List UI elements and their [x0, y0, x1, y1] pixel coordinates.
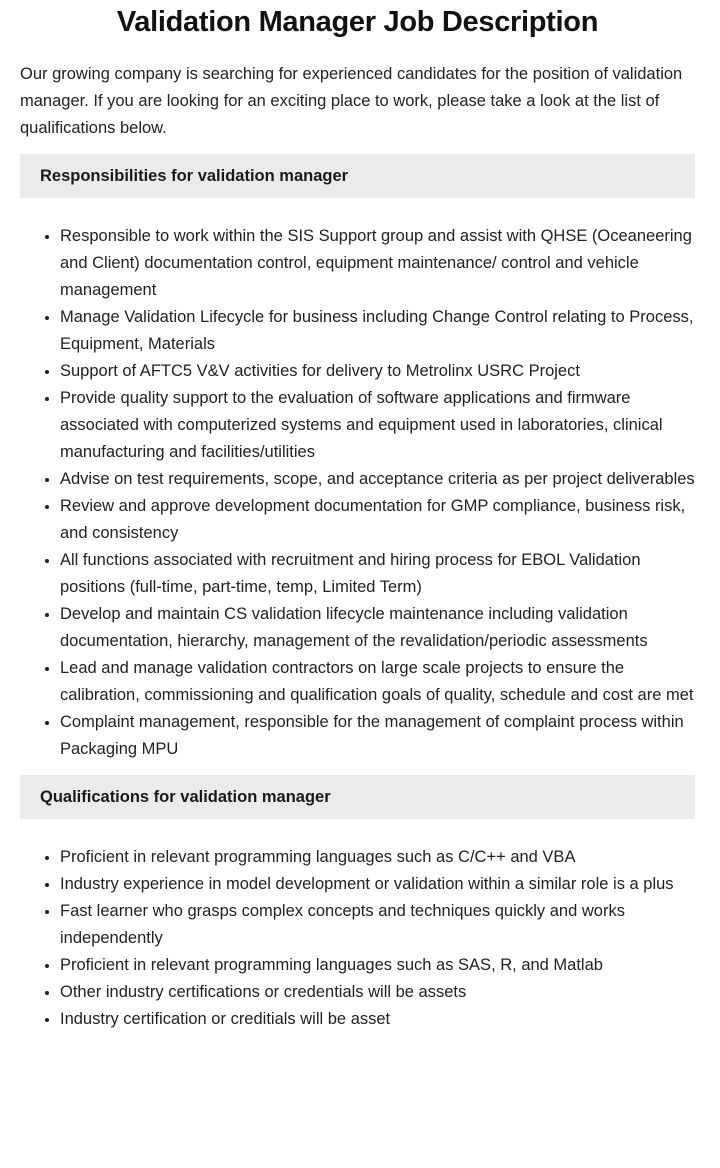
list-item: • Manage Validation Lifecycle for business including Change Control relating to Process, Equipment, Materials: [60, 304, 695, 358]
list-item: • All functions associated with recruitment and hiring process for EBOL Validation positions (full-time, part-time, temp, Limited Term): [60, 547, 695, 601]
list-item: • Fast learner who grasps complex concepts and techniques quickly and works independently: [60, 898, 695, 952]
section-heading-label: Responsibilities for validation manager: [40, 167, 349, 185]
job-description-page: [0, 4, 720, 1033]
list-item: • Lead and manage validation contractors on large scale projects to ensure the calibration, commissioning and qualification goals of quality, schedule and cost are met: [60, 655, 695, 709]
list-item: • Other industry certifications or credentials will be assets: [60, 979, 695, 1006]
responsibilities-list: [20, 223, 695, 763]
list-item: • Industry experience in model development or validation within a similar role is a plus: [60, 871, 695, 898]
list-item: • Proficient in relevant programming languages such as C/C++ and VBA: [60, 844, 695, 871]
list-item: • Provide quality support to the evaluation of software applications and firmware associated with computerized systems and equipment used in laboratories, clinical manufacturing and facilities/utilities: [60, 385, 695, 466]
section-header-qualifications: [20, 775, 695, 819]
section-heading-label: Qualifications for validation manager: [40, 788, 331, 806]
qualifications-list: [20, 844, 695, 1033]
list-item: • Responsible to work within the SIS Support group and assist with QHSE (Oceaneering and Client) documentation control, equipment maintenance/ control and vehicle management: [60, 223, 695, 304]
page-title: Validation Manager Job Description: [116, 6, 599, 38]
list-item: • Proficient in relevant programming languages such as SAS, R, and Matlab: [60, 952, 695, 979]
list-item: • Advise on test requirements, scope, and acceptance criteria as per project deliverables: [60, 466, 695, 493]
section-header-responsibilities: [20, 154, 695, 198]
intro-paragraph: Our growing company is searching for experienced candidates for the position of validation manager. If you are looking for an exciting place to work, please take a look at the list of qualifications below.: [20, 65, 683, 137]
list-item: • Industry certification or creditials will be asset: [60, 1006, 695, 1033]
list-item: • Review and approve development documentation for GMP compliance, business risk, and consistency: [60, 493, 695, 547]
list-item: • Support of AFTC5 V&V activities for delivery to Metrolinx USRC Project: [60, 358, 695, 385]
list-item: • Complaint management, responsible for the management of complaint process within Packaging MPU: [60, 709, 695, 763]
list-item: • Develop and maintain CS validation lifecycle maintenance including validation documentation, hierarchy, management of the revalidation/periodic assessments: [60, 601, 695, 655]
